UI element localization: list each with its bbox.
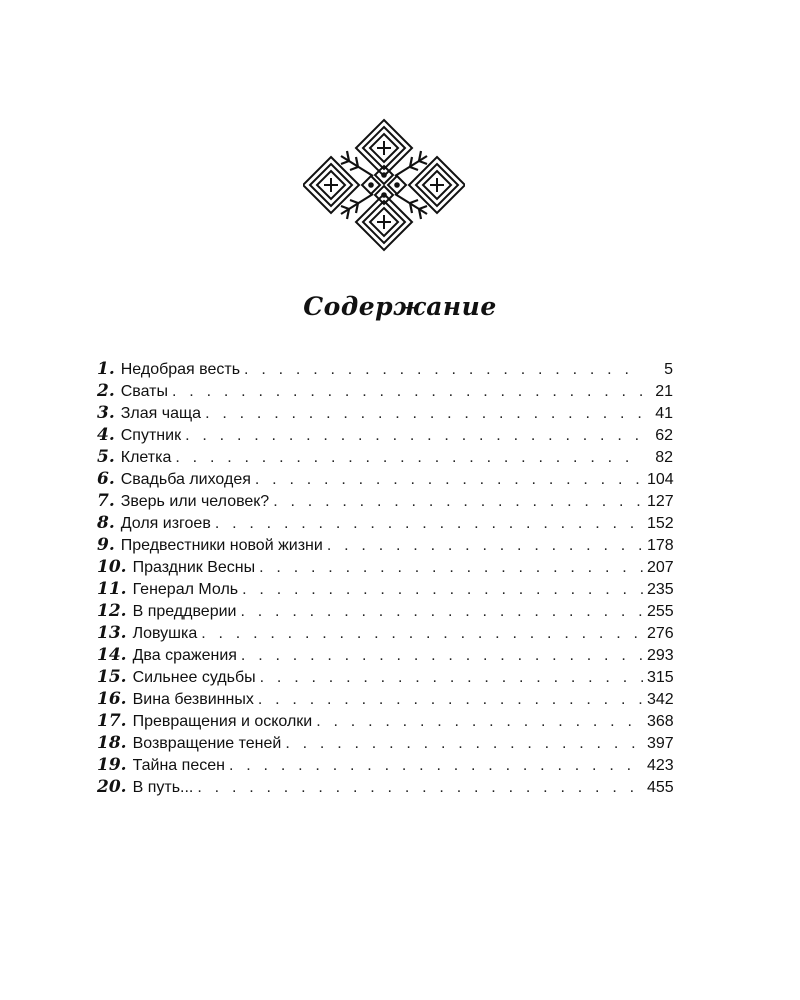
dot-leader [185,425,643,447]
toc-entry[interactable] [97,556,673,578]
page-number: 397 [647,735,674,752]
chapter-number: 8. [97,513,115,533]
chapter-number: 20. [97,777,127,797]
center-diamonds-icon [362,166,406,204]
chapter-title: Тайна песен [132,757,225,774]
chapter-number: 5. [97,447,115,467]
toc-entry[interactable] [97,446,673,468]
chapter-number: 14. [97,645,127,665]
chapter-title: В путь... [132,779,194,796]
chapter-number: 7. [97,491,115,511]
chapter-title: Превращения и осколки [132,713,313,730]
toc-entry[interactable] [97,732,673,754]
chapter-number: 3. [97,403,115,423]
chapter-title: Возвращение теней [132,735,282,752]
toc-entry[interactable] [97,666,673,688]
left-diamond-icon [303,157,359,213]
top-diamond-icon [356,120,412,176]
dot-leader [260,667,643,689]
chapter-number: 19. [97,755,127,775]
toc-entry[interactable] [97,754,673,776]
chapter-title: Сваты [120,383,168,400]
table-of-contents [97,358,673,798]
toc-entry[interactable] [97,644,673,666]
chapter-title: В преддверии [132,603,237,620]
toc-entry[interactable] [97,776,673,798]
dot-leader [241,645,643,667]
chapter-number: 18. [97,733,127,753]
toc-entry[interactable] [97,600,673,622]
chapter-number: 16. [97,689,127,709]
toc-entry[interactable] [97,578,673,600]
chapter-number: 9. [97,535,115,555]
page-number: 21 [655,383,673,400]
chapter-title: Два сражения [132,647,237,664]
chapter-title: Спутник [120,427,182,444]
toc-entry[interactable] [97,710,673,732]
right-diamond-icon [409,157,465,213]
chapter-number: 13. [97,623,127,643]
page-number: 235 [647,581,674,598]
chapter-title: Генерал Моль [132,581,239,598]
folk-ornament-icon [303,118,465,252]
toc-entry[interactable] [97,424,673,446]
dot-leader [240,601,643,623]
chapter-number: 15. [97,667,127,687]
dot-leader [244,359,643,381]
page-number: 315 [647,669,674,686]
toc-entry[interactable] [97,402,673,424]
chapter-title: Сильнее судьбы [132,669,256,686]
chapter-number: 2. [97,381,115,401]
page-number: 41 [655,405,673,422]
dot-leader [285,733,643,755]
page-number: 342 [647,691,674,708]
page-number: 368 [647,713,674,730]
chapter-title: Доля изгоев [120,515,211,532]
dot-leader [255,469,643,491]
page-number: 276 [647,625,674,642]
chapter-number: 4. [97,425,115,445]
page-number: 178 [647,537,674,554]
dot-leader [201,623,643,645]
chapter-title: Ловушка [132,625,198,642]
dot-leader [175,447,643,469]
dot-leader [316,711,643,733]
page-number: 207 [647,559,674,576]
page-number: 104 [647,471,674,488]
bottom-diamond-icon [356,194,412,250]
chapter-title: Предвестники новой жизни [120,537,323,554]
dot-leader [259,557,643,579]
chapter-title: Праздник Весны [132,559,256,576]
page-number: 62 [655,427,673,444]
toc-entry[interactable] [97,468,673,490]
toc-entry[interactable] [97,688,673,710]
chapter-title: Зверь или человек? [120,493,270,510]
chapter-title: Клетка [120,449,172,466]
dot-leader [215,513,643,535]
chapter-number: 17. [97,711,127,731]
dot-leader [229,755,643,777]
toc-entry[interactable] [97,534,673,556]
page-title: Содержание [303,292,497,321]
chapter-title: Злая чаща [120,405,202,422]
page-number: 455 [647,779,674,796]
page-number: 255 [647,603,674,620]
toc-entry[interactable] [97,622,673,644]
chapter-title: Недобрая весть [120,361,241,378]
toc-entry[interactable] [97,490,673,512]
page-number: 5 [664,361,673,378]
toc-entry[interactable] [97,512,673,534]
page-number: 152 [647,515,674,532]
chapter-number: 12. [97,601,127,621]
chapter-number: 10. [97,557,127,577]
dot-leader [197,777,643,799]
dot-leader [273,491,643,513]
page-number: 293 [647,647,674,664]
dot-leader [258,689,643,711]
chapter-number: 6. [97,469,115,489]
page-number: 423 [647,757,674,774]
dot-leader [205,403,643,425]
chapter-number: 11. [97,579,127,599]
dot-leader [242,579,643,601]
toc-entry[interactable] [97,358,673,380]
toc-entry[interactable] [97,380,673,402]
chapter-title: Свадьба лиходея [120,471,251,488]
page-number: 82 [655,449,673,466]
dot-leader [172,381,643,403]
chapter-number: 1. [97,359,115,379]
chapter-title: Вина безвинных [132,691,254,708]
dot-leader [327,535,643,557]
page-number: 127 [647,493,674,510]
